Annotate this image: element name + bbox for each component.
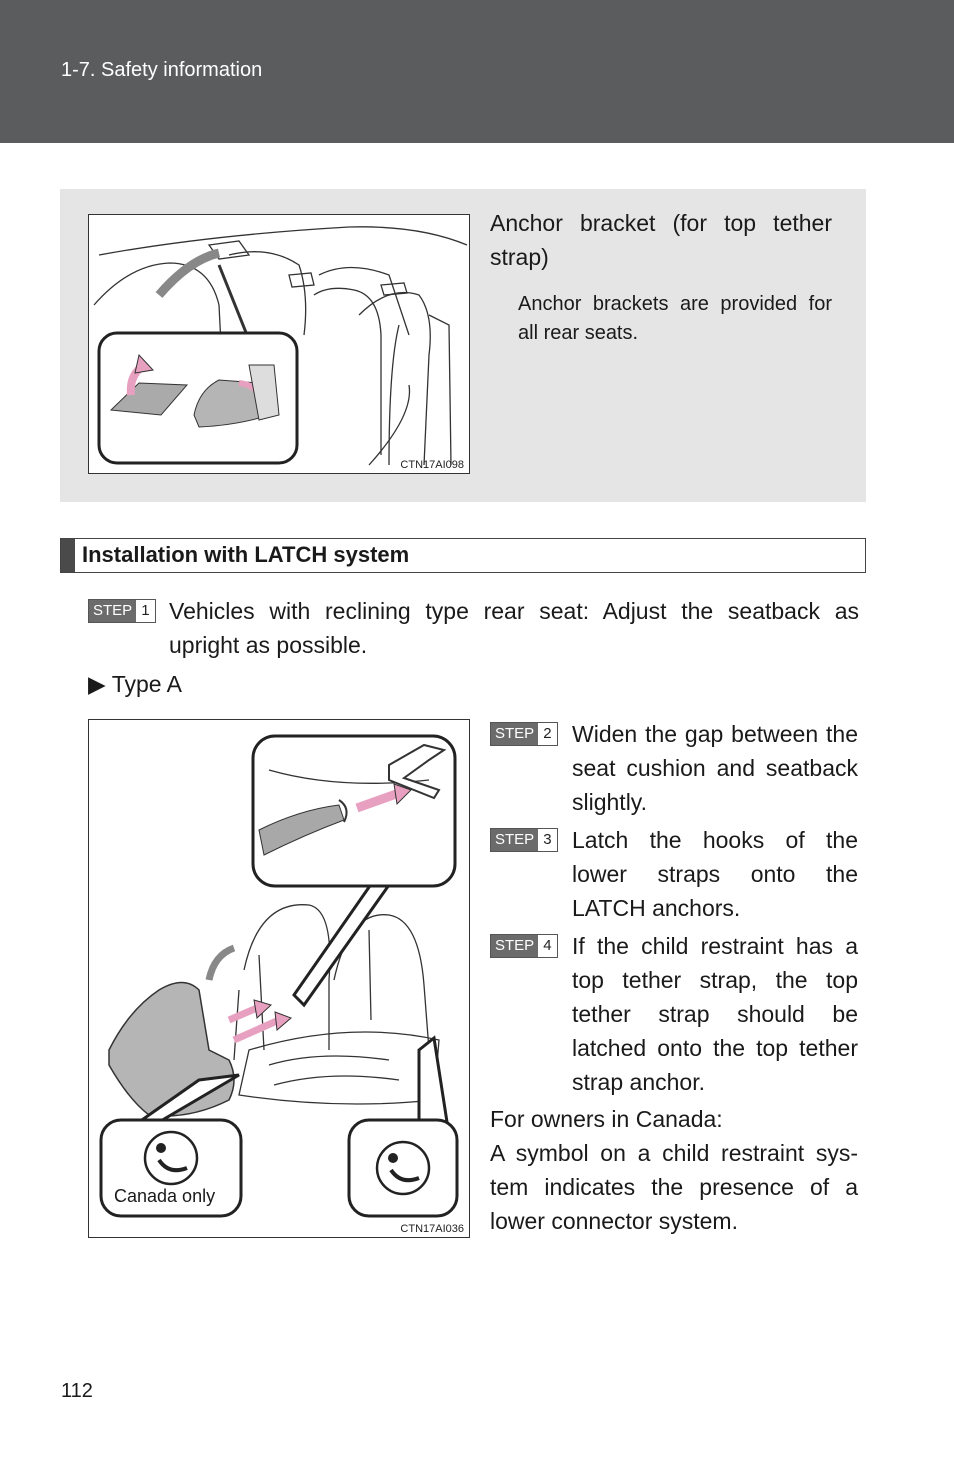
- triangle-bullet-icon: ▶: [88, 671, 106, 697]
- type-a-label: [88, 669, 182, 699]
- step-badge: [490, 722, 558, 746]
- latch-install-figure: [88, 719, 470, 1238]
- canada-owners-heading: For owners in Canada:: [490, 1106, 723, 1132]
- canada-owners-text: A symbol on a child restraint sys-tem indicates the presence of a lower connector system.: [490, 1140, 858, 1234]
- section-heading-title: Installation with LATCH system: [82, 542, 410, 567]
- anchor-bracket-figure: [88, 214, 470, 474]
- step-1: [88, 599, 860, 669]
- child-seat-shape: [109, 983, 234, 1117]
- page-number: 112: [61, 1380, 93, 1402]
- rear-seat-anchor-illustration: [89, 215, 469, 473]
- step-text: Latch the hooks of the lower straps onto the LATCH anchors.: [572, 827, 858, 921]
- anchor-bracket-note: Anchor brackets are provided for all rear seats.: [518, 293, 832, 344]
- step-badge-label: STEP: [491, 829, 538, 851]
- step-badge: [490, 828, 558, 852]
- step-3: [490, 828, 858, 928]
- latch-install-illustration: [89, 720, 469, 1237]
- type-a-text: Type A: [111, 671, 183, 697]
- step-badge: [88, 599, 156, 623]
- step-badge-number: 1: [136, 600, 154, 622]
- step-badge-label: STEP: [491, 723, 538, 745]
- step-2: [490, 722, 858, 822]
- step-badge-number: 3: [538, 829, 556, 851]
- step-badge-number: 2: [538, 723, 556, 745]
- figure-code: CTN17AI098: [400, 459, 464, 471]
- step-text: Widen the gap between the seat cushion and seatback slightly.: [572, 721, 858, 815]
- section-heading-marker: [61, 539, 75, 572]
- step-badge-label: STEP: [491, 935, 538, 957]
- step-badge-number: 4: [538, 935, 556, 957]
- step-text: Vehicles with reclining type rear seat: Adjust the seatback as upright as possible.: [169, 598, 859, 658]
- anchor-bracket-title: Anchor bracket (for top tether strap): [490, 210, 832, 270]
- section-breadcrumb: 1-7. Safety information: [61, 59, 263, 81]
- step-text: If the child restraint has a top tether strap, the top tether strap should be latched onto the top tether strap anchor.: [572, 933, 858, 1095]
- latch-symbol-icon: [145, 1132, 197, 1184]
- canada-owners-note: [490, 1102, 858, 1238]
- canada-only-label: Canada only: [114, 1186, 216, 1206]
- latch-symbol-icon: [377, 1142, 429, 1194]
- figure-code: CTN17AI036: [400, 1223, 464, 1235]
- section-heading: [60, 538, 866, 573]
- step-badge-label: STEP: [89, 600, 136, 622]
- step-badge: [490, 934, 558, 958]
- page-header: [0, 0, 954, 143]
- step-4: [490, 934, 858, 1104]
